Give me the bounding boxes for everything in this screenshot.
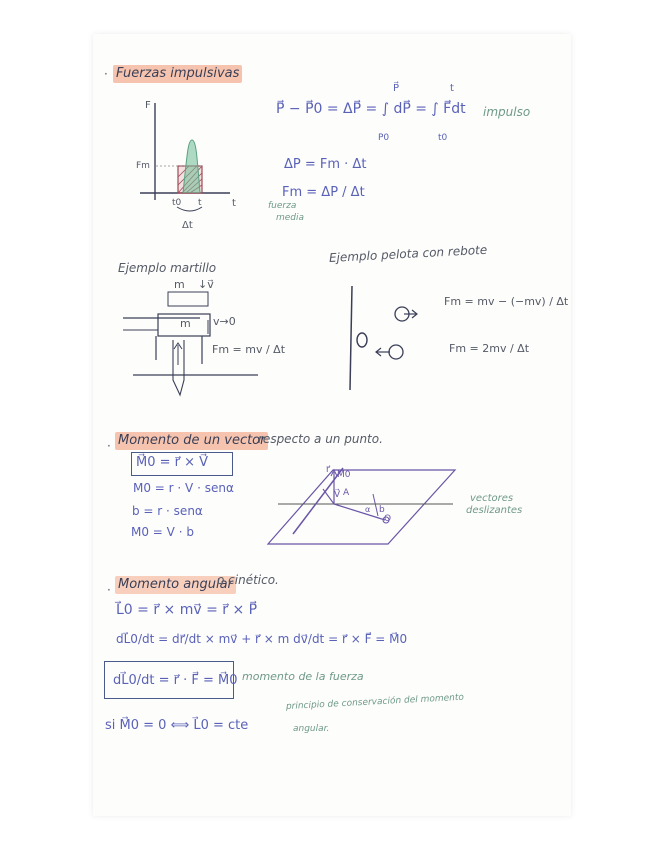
- hammer-mass-top: m: [174, 278, 185, 291]
- conservation-note-2: angular.: [293, 724, 330, 734]
- hammer-velocity-top: ↓v⃗: [198, 278, 214, 291]
- ball-wall-diagram: [340, 282, 430, 402]
- conservation-note-1: principio de conservación del momento: [285, 692, 465, 712]
- boxed-note: momento de la fuerza: [242, 670, 364, 683]
- ball-title: Ejemplo pelota con rebote: [328, 242, 488, 265]
- graph-y-label: F: [145, 100, 151, 111]
- heading-momento-vector-rest: respecto a un punto.: [258, 432, 383, 446]
- impulse-word: impulso: [483, 105, 531, 119]
- fm-equation: Fm = ΔP / Δt: [282, 185, 365, 200]
- diagram-v-label: V⃗: [334, 490, 341, 500]
- angular-momentum-derivative: dL⃗0/dt = dr⃗/dt × mv⃗ + r⃗ × m dv⃗/dt = r⃗ × F⃗ = M⃗0: [116, 632, 408, 646]
- diagram-a-label: A: [343, 488, 350, 498]
- graph-t-axis-label: t: [232, 198, 236, 209]
- integral1-lower: P0: [378, 133, 390, 143]
- graph-fm-label: Fm: [136, 161, 150, 171]
- moment-vb: M0 = V · b: [131, 525, 194, 539]
- diagram-o-label: O: [384, 514, 392, 524]
- hammer-mass: m: [180, 317, 191, 330]
- integral2-lower: t0: [438, 133, 448, 143]
- moment-magnitude: M0 = r · V · senα: [133, 481, 234, 495]
- hammer-fm: Fm = mv / Δt: [212, 343, 286, 356]
- fm-note-media: media: [276, 213, 305, 223]
- integral2-upper: t: [450, 83, 454, 94]
- moment-equation: M⃗0 = r⃗ × V⃗: [136, 455, 209, 470]
- hammer-title: Ejemplo martillo: [118, 261, 217, 275]
- angular-momentum-equation: L⃗0 = r⃗ × mv⃗ = r⃗ × P⃗: [116, 602, 258, 618]
- integral1-upper: P⃗: [393, 83, 400, 94]
- ball-fm-2: Fm = 2mv / Δt: [449, 342, 530, 355]
- bullet: ·: [107, 439, 111, 453]
- conservation-condition: si M⃗0 = 0 ⟺ L⃗0 = cte: [105, 718, 249, 733]
- diagram-r-label: r⃗: [326, 465, 330, 475]
- graph-t0-label: t0: [172, 198, 182, 208]
- heading-momento-vector: Momento de un vector: [115, 432, 268, 450]
- diagram-m0-label: M⃗0: [337, 470, 351, 480]
- fm-note-fuerza: fuerza: [268, 201, 297, 211]
- graph-t-label: t: [198, 198, 202, 208]
- diagram-b-label: b: [379, 505, 385, 515]
- vectors-note-2: deslizantes: [466, 505, 523, 516]
- dp-equation: ΔP = Fm · Δt: [284, 157, 367, 172]
- impulse-equation: P⃗ − P⃗0 = ΔP⃗ = ∫ dP⃗ = ∫ F⃗dt: [276, 101, 466, 117]
- bullet: ·: [104, 67, 108, 81]
- heading-momento-angular-rest: o cinético.: [217, 573, 279, 587]
- boxed-derivative-text: dL⃗0/dt = r⃗ · F⃗ = M⃗0: [113, 673, 238, 688]
- vectors-note-1: vectores: [470, 493, 514, 504]
- graph-dt-label: Δt: [182, 220, 193, 231]
- bullet: ·: [107, 583, 111, 597]
- diagram-alpha-label: α: [365, 505, 371, 514]
- hammer-v-to-zero: v→0: [213, 315, 236, 328]
- ball-fm-1: Fm = mv − (−mv) / Δt: [444, 295, 569, 308]
- heading-momento-angular: Momento angular: [115, 576, 236, 594]
- heading-fuerzas-impulsivas: Fuerzas impulsivas: [113, 65, 242, 83]
- b-equation: b = r · senα: [132, 504, 203, 518]
